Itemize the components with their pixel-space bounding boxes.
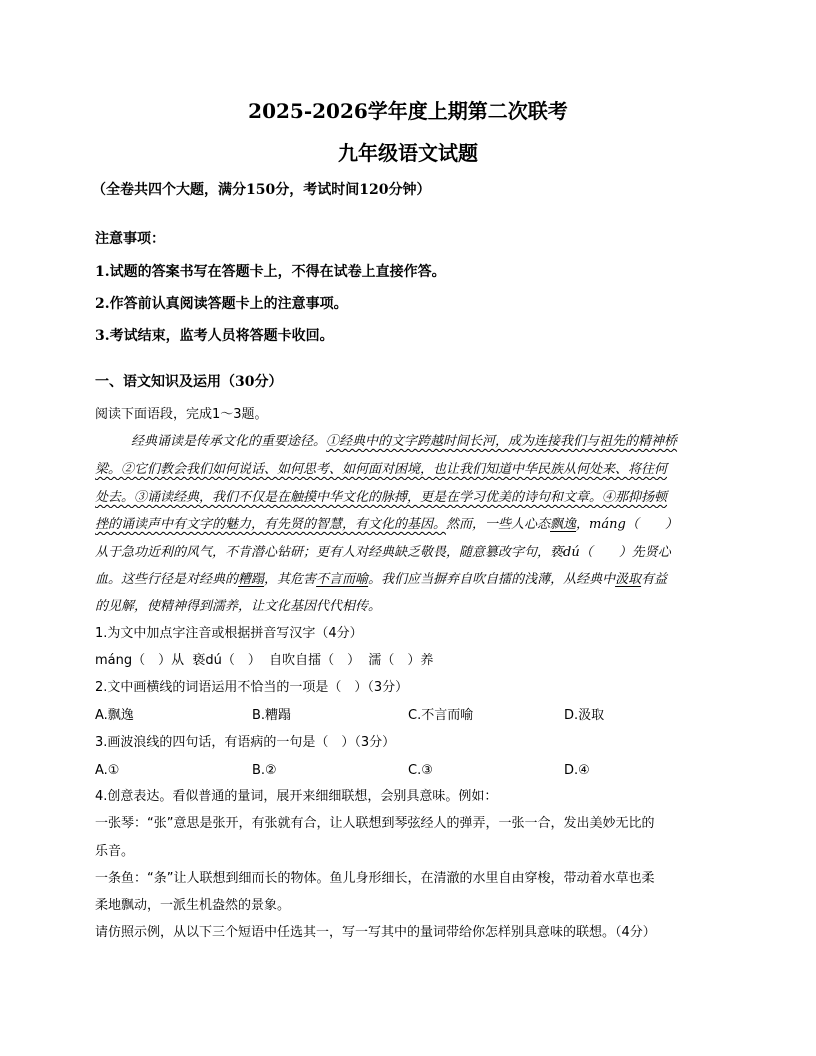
notes-heading: 注意事项：: [95, 231, 165, 247]
passage-line-7: [95, 597, 721, 617]
passage-line-6: [95, 570, 721, 590]
wavy-sentence-4: 挫的诵读声中有文字的魅力，有先贤的智慧，有文化的基因。: [95, 517, 447, 532]
option-b: B.②: [252, 763, 277, 778]
passage-line-5: [95, 543, 721, 563]
exam-title: 2025-2026学年度上期第二次联考: [248, 99, 568, 123]
example-1-line-1: 一张琴：“张”意思是张开，有张就有合，让人联想到琴弦经人的弹弄，一张一合，发出美妙无比的: [95, 816, 655, 831]
passage-text: ，其危害: [264, 572, 317, 587]
note-item-1: 1.试题的答案书写在答题卡上，不得在试卷上直接作答。: [95, 264, 446, 280]
wavy-sentence-1: ①经典中的文字跨越时间长河，成为连接我们与祖先的精神桥: [326, 434, 678, 449]
underlined-word-zaota: 糟蹋: [238, 572, 265, 587]
note-item-2: 2.作答前认真阅读答题卡上的注意事项。: [95, 296, 348, 312]
option-a: A.①: [95, 763, 120, 778]
passage-text: ，máng（ ）: [576, 517, 678, 532]
passage-text: 。我们应当摒弃自吹自擂的浅薄，从经典中: [368, 572, 616, 587]
option-c: C.③: [408, 763, 433, 778]
option-d: D.④: [564, 763, 590, 778]
passage-text: 有益: [641, 572, 668, 587]
option-a: A.飘逸: [95, 708, 134, 723]
passage-text: 血。这些行径是对经典的: [95, 572, 239, 587]
question-1-items: máng（ ）从 亵dú（ ） 自吹自擂（ ） 濡（ ）养: [95, 653, 434, 668]
passage-line-3: [95, 488, 721, 508]
exam-info: （全卷共四个大题，满分150分，考试时间120分钟）: [92, 182, 431, 198]
passage-text: 经典诵读是传承文化的重要途径。: [131, 434, 327, 449]
passage-text: 的见解，使精神得到濡养，让文化基因代代相传。: [95, 599, 382, 614]
question-4-task: 请仿照示例，从以下三个短语中任选其一，写一写其中的量词带给你怎样别具意味的联想。（4分）: [95, 925, 656, 940]
underlined-word-piaoyi: 飘逸: [550, 517, 577, 532]
passage-text: 从于急功近利的风气，不肯潜心钻研；更有人对经典缺乏敬畏，随意篡改字句，亵dú（ ）先贤心: [95, 545, 671, 560]
wavy-sentence-2: 梁。②它们教会我们如何说话、如何思考、如何面对困境，也让我们知道中华民族从何处来、将往何: [95, 462, 668, 477]
example-2-line-2: 柔地飘动，一派生机盎然的景象。: [95, 898, 291, 913]
option-b: B.糟蹋: [252, 708, 292, 723]
underlined-word-jiqu: 汲取: [615, 572, 642, 587]
question-2-stem: 2.文中画横线的词语运用不恰当的一项是（ ）（3分）: [95, 680, 409, 695]
section-instruction: 阅读下面语段，完成1～3题。: [95, 407, 268, 422]
passage-line-1: [95, 432, 721, 452]
question-4-stem: 4.创意表达。看似普通的量词，展开来细细联想，会别具意味。例如：: [95, 789, 498, 804]
exam-subtitle: 九年级语文试题: [338, 141, 478, 165]
option-d: D.汲取: [564, 708, 605, 723]
wavy-sentence-3: 处去。③诵读经典，我们不仅是在触摸中华文化的脉搏，更是在学习优美的诗句和文章。④那抑扬顿: [95, 490, 668, 505]
passage-text: 然而，一些人心态: [446, 517, 551, 532]
question-1-stem: 1.为文中加点字注音或根据拼音写汉字（4分）: [95, 626, 363, 641]
underlined-word-buyaneryu: 不言而喻: [316, 572, 369, 587]
option-c: C.不言而喻: [408, 708, 474, 723]
example-2-line-1: 一条鱼：“条”让人联想到细而长的物体。鱼儿身形细长，在清澈的水里自由穿梭，带动着水草也柔: [95, 871, 655, 886]
section-heading: 一、语文知识及运用（30分）: [95, 374, 283, 390]
passage-line-4: [95, 515, 721, 535]
question-3-stem: 3.画波浪线的四句话，有语病的一句是（ ）（3分）: [95, 735, 396, 750]
passage-line-2: [95, 460, 721, 480]
example-1-line-2: 乐音。: [95, 844, 135, 859]
note-item-3: 3.考试结束，监考人员将答题卡收回。: [95, 328, 334, 344]
